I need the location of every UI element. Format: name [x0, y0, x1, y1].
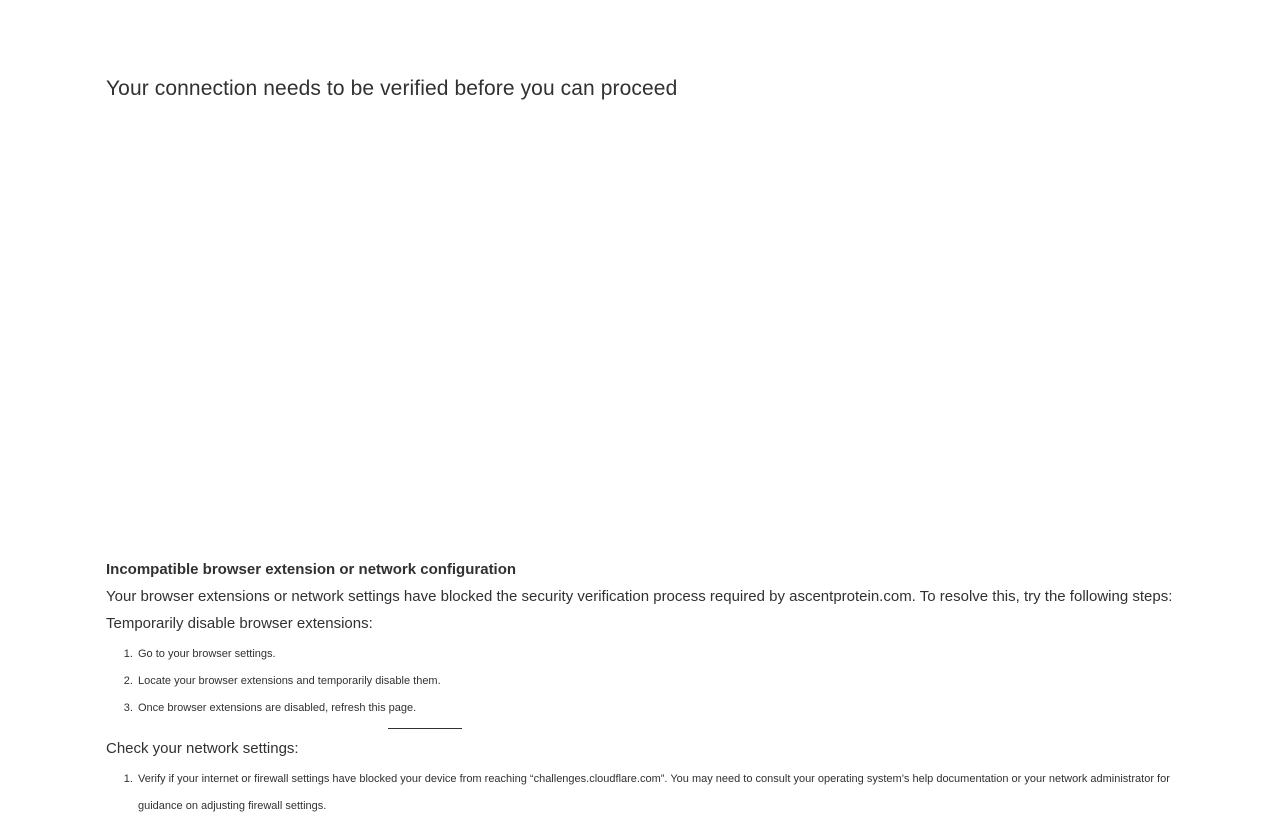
list-item: 3. Once browser extensions are disabled, refresh this page. [136, 695, 1176, 722]
list-item: 2. Locate your browser extensions and temporarily disable them. [136, 668, 1176, 695]
details-title: Incompatible browser extension or network configuration [106, 561, 517, 578]
disable-extensions-heading: Temporarily disable browser extensions: [106, 615, 373, 632]
details-intro-text: Your browser extensions or network settings have blocked the security verification process required by ascentprotein.com. To resolve this, try the following steps: [106, 588, 1173, 605]
disable-extensions-steps [106, 641, 1176, 722]
network-settings-steps [106, 766, 1176, 820]
list-item: 1. Verify if your internet or firewall settings have blocked your device from reaching “challenges.cloudflare.com”. You may need to consult your operating system’s help documentation or your network administrator for guidance on adjusting firewall settings. [136, 766, 1176, 820]
network-settings-heading: Check your network settings: [106, 740, 299, 757]
troubleshooting-details [106, 556, 1176, 820]
text-underline-divider [388, 728, 462, 729]
list-item: 1. Go to your browser settings. [136, 641, 1176, 668]
network-settings-heading-wrap [106, 735, 1176, 762]
challenge-widget-area[interactable] [106, 120, 1176, 540]
page-title: Your connection needs to be verified before you can proceed [106, 77, 678, 100]
